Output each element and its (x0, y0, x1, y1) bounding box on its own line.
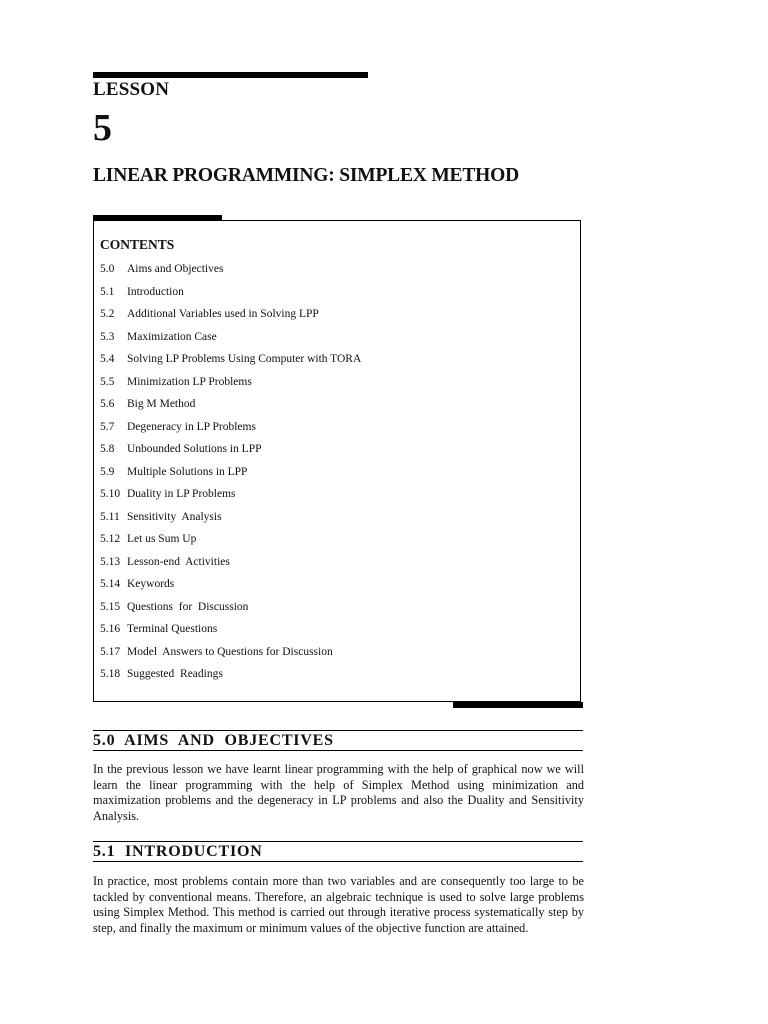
contents-item (100, 328, 361, 351)
contents-item (100, 485, 361, 508)
contents-item (100, 260, 361, 283)
contents-item-label: Terminal Questions (127, 623, 218, 635)
contents-item-number: 5.17 (100, 645, 121, 658)
paragraph-aims: In the previous lesson we have learnt linear programming with the help of graphical now we will learn the linear programming with the help of Simplex Method using minimization and maximization problems and the degeneracy in LP problems and also the Duality and Sensitivity Analysis. (93, 762, 584, 824)
contents-box-bottom-accent (453, 702, 583, 708)
contents-item-number: 5.3 (100, 330, 115, 343)
contents-item (100, 620, 361, 643)
contents-heading: CONTENTS (100, 237, 175, 252)
contents-item-number: 5.16 (100, 623, 121, 635)
section-heading-introduction: 5.1 INTRODUCTION (93, 841, 583, 862)
contents-item-number: 5.12 (100, 533, 121, 545)
paragraph-introduction: In practice, most problems contain more than two variables and are consequently too large to be tackled by conventional means. Therefore, an algebraic technique is used to solve large problems using Simplex Method. This method is carried out through iterative process systematically step by step, and finally the maximum or minimum values of the objective function are attained. (93, 874, 584, 936)
contents-list (100, 260, 361, 688)
contents-item-number: 5.1 (100, 285, 115, 298)
lesson-title: LINEAR PROGRAMMING: SIMPLEX METHOD (93, 165, 519, 186)
contents-item-number: 5.2 (100, 308, 115, 320)
contents-item (100, 665, 361, 688)
contents-item-number: 5.5 (100, 375, 115, 388)
lesson-top-rule (93, 72, 368, 78)
contents-item-number: 5.8 (100, 443, 115, 455)
contents-item-number: 5.4 (100, 353, 115, 365)
contents-item (100, 440, 361, 463)
contents-item (100, 373, 361, 396)
contents-item-label: Multiple Solutions in LPP (127, 465, 248, 478)
contents-item-number: 5.10 (100, 488, 121, 500)
contents-item-number: 5.15 (100, 600, 121, 613)
contents-item (100, 575, 361, 598)
contents-item-label: Model Answers to Questions for Discussion (127, 645, 333, 658)
contents-item-number: 5.0 (100, 263, 115, 275)
contents-item (100, 643, 361, 666)
contents-item-label: Aims and Objectives (127, 263, 224, 275)
contents-item-label: Duality in LP Problems (127, 488, 236, 500)
contents-item (100, 418, 361, 441)
contents-item-label: Introduction (127, 285, 184, 298)
contents-item-number: 5.11 (100, 510, 120, 523)
lesson-label: LESSON (93, 79, 170, 100)
contents-item (100, 350, 361, 373)
contents-item-label: Questions for Discussion (127, 600, 249, 613)
contents-item (100, 463, 361, 486)
contents-item-label: Keywords (127, 578, 175, 590)
contents-item-label: Suggested Readings (127, 668, 223, 680)
contents-item (100, 598, 361, 621)
contents-item (100, 283, 361, 306)
contents-item-number: 5.18 (100, 668, 121, 680)
contents-item-label: Maximization Case (127, 330, 217, 343)
contents-item-label: Let us Sum Up (127, 533, 197, 545)
lesson-number: 5 (93, 107, 112, 149)
contents-item-number: 5.9 (100, 465, 115, 478)
contents-item-label: Minimization LP Problems (127, 375, 252, 388)
contents-item-label: Sensitivity Analysis (127, 510, 222, 523)
section-heading-aims: 5.0 AIMS AND OBJECTIVES (93, 730, 583, 751)
contents-item-label: Unbounded Solutions in LPP (127, 443, 262, 455)
contents-item-label: Big M Method (127, 398, 196, 410)
contents-item (100, 530, 361, 553)
contents-item-label: Additional Variables used in Solving LPP (127, 308, 319, 320)
contents-item (100, 395, 361, 418)
contents-item-number: 5.14 (100, 578, 121, 590)
contents-item-label: Degeneracy in LP Problems (127, 420, 256, 433)
contents-item-number: 5.6 (100, 398, 115, 410)
contents-item-number: 5.13 (100, 555, 121, 568)
contents-item-label: Solving LP Problems Using Computer with TORA (127, 353, 362, 365)
contents-item (100, 305, 361, 328)
contents-item (100, 553, 361, 576)
contents-item-number: 5.7 (100, 420, 115, 433)
contents-item (100, 508, 361, 531)
contents-item-label: Lesson-end Activities (127, 555, 230, 568)
